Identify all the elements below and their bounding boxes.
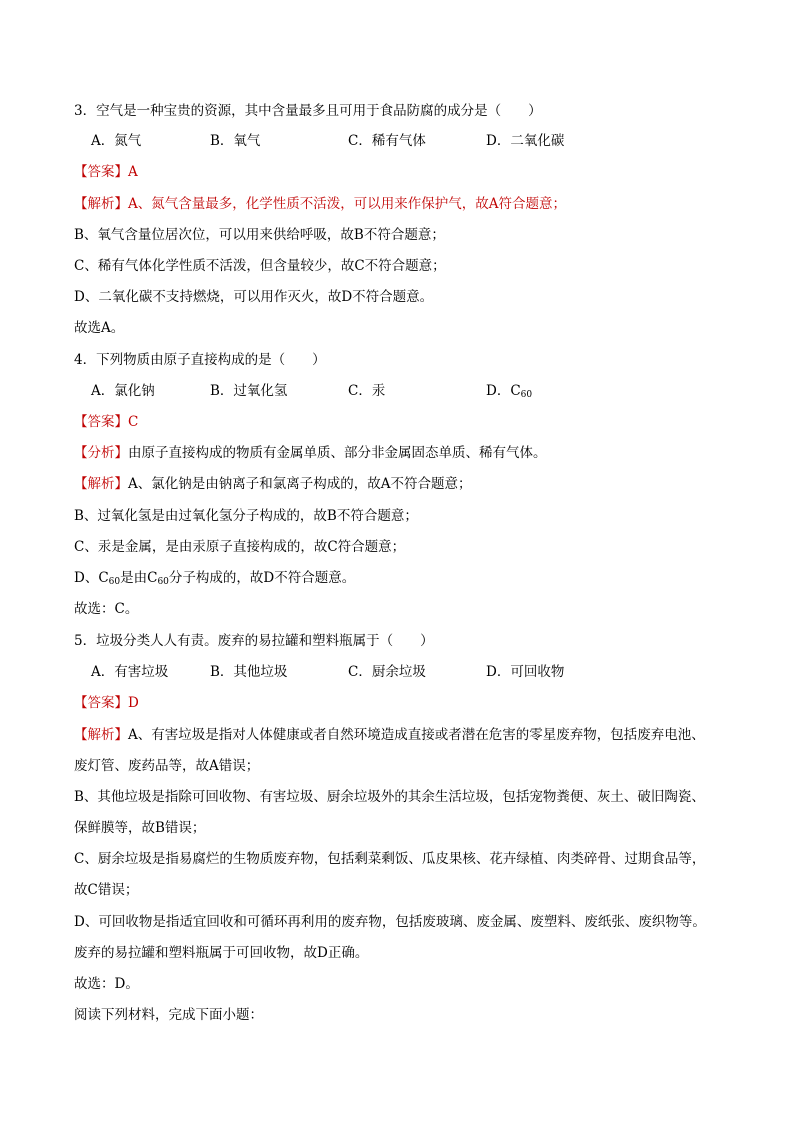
reading-prompt: 阅读下列材料，完成下面小题： — [74, 1007, 263, 1023]
option-c: C．稀有气体 — [348, 133, 426, 149]
option-b: B．过氧化氢 — [210, 383, 288, 399]
analysis-line: B、过氧化氢是由过氧化氢分子构成的，故B不符合题意； — [74, 508, 418, 524]
option-d: D．二氧化碳 — [486, 133, 565, 149]
analysis-line: C、汞是金属，是由汞原子直接构成的，故C符合题意； — [74, 539, 406, 555]
analysis-line: 保鲜膜等，故B错误； — [74, 820, 206, 836]
analysis-line: D、可回收物是指适宜回收和可循环再利用的废弃物，包括废玻璃、废金属、废塑料、废纸张、废织物等。 — [74, 914, 706, 930]
option-c: C．厨余垃圾 — [348, 664, 426, 680]
analysis-line: 故C错误； — [74, 882, 139, 898]
conclusion-line: 故选：D。 — [74, 976, 139, 992]
analysis-line: B、氧气含量位居次位，可以用来供给呼吸，故B不符合题意； — [74, 227, 445, 243]
question-4-fenxi: 【分析】由原子直接构成的物质有金属单质、部分非金属固态单质、稀有气体。 — [74, 445, 547, 461]
question-4-stem: 4．下列物质由原子直接构成的是（ ） — [74, 352, 326, 368]
question-5-stem: 5．垃圾分类人人有责。废弃的易拉罐和塑料瓶属于（ ） — [74, 633, 434, 649]
option-a: A．氯化钠 — [91, 383, 155, 399]
option-b: B．其他垃圾 — [210, 664, 288, 680]
option-d: D．可回收物 — [486, 664, 565, 680]
analysis-line: D、$C_{60}$是由$C_{60}$分子构成的，故D不符合题意。 — [74, 570, 356, 587]
analysis-line: B、其他垃圾是指除可回收物、有害垃圾、厨余垃圾外的其余生活垃圾，包括宠物粪便、灰土、破旧陶瓷、 — [74, 789, 705, 805]
analysis-tag: 【解析】 — [74, 727, 128, 743]
conclusion-line: 故选：C。 — [74, 601, 139, 617]
option-a: A．有害垃圾 — [91, 664, 169, 680]
question-5-answer: 【答案】D — [74, 695, 139, 711]
question-4-analysis: 【解析】A、氯化钠是由钠离子和氯离子构成的，故A不符合题意； — [74, 476, 472, 492]
option-a: A．氮气 — [91, 133, 142, 149]
question-3-answer: 【答案】A — [74, 164, 138, 180]
option-c: C．汞 — [348, 383, 386, 399]
conclusion-line: 故选A。 — [74, 320, 125, 336]
analysis-line: 废弃的易拉罐和塑料瓶属于可回收物，故D正确。 — [74, 945, 369, 961]
option-d: D．$C_{60}$ — [486, 383, 533, 400]
analysis-line: D、二氧化碳不支持燃烧，可以用作灭火，故D不符合题意。 — [74, 289, 434, 305]
question-5-analysis: 【解析】A、有害垃圾是指对人体健康或者自然环境造成直接或者潜在危害的零星废弃物，包括废弃电池、 — [74, 727, 705, 743]
option-b: B．氧气 — [210, 133, 261, 149]
question-4-answer: 【答案】C — [74, 414, 139, 430]
analysis-line: 废灯管、废药品等，故A错误； — [74, 758, 260, 774]
analysis-line: C、厨余垃圾是指易腐烂的生物质废弃物，包括剩菜剩饭、瓜皮果核、花卉绿植、肉类碎骨、过期食品等， — [74, 851, 706, 867]
question-3-analysis: 【解析】A、氮气含量最多，化学性质不活泼，可以用来作保护气，故A符合题意； — [74, 196, 566, 212]
analysis-tag: 【解析】 — [74, 196, 128, 212]
analysis-line: C、稀有气体化学性质不活泼，但含量较少，故C不符合题意； — [74, 258, 446, 274]
question-3-stem: 3．空气是一种宝贵的资源，其中含量最多且可用于食品防腐的成分是（ ） — [74, 103, 542, 119]
analysis-tag: 【解析】 — [74, 476, 128, 492]
fenxi-tag: 【分析】 — [74, 445, 128, 461]
